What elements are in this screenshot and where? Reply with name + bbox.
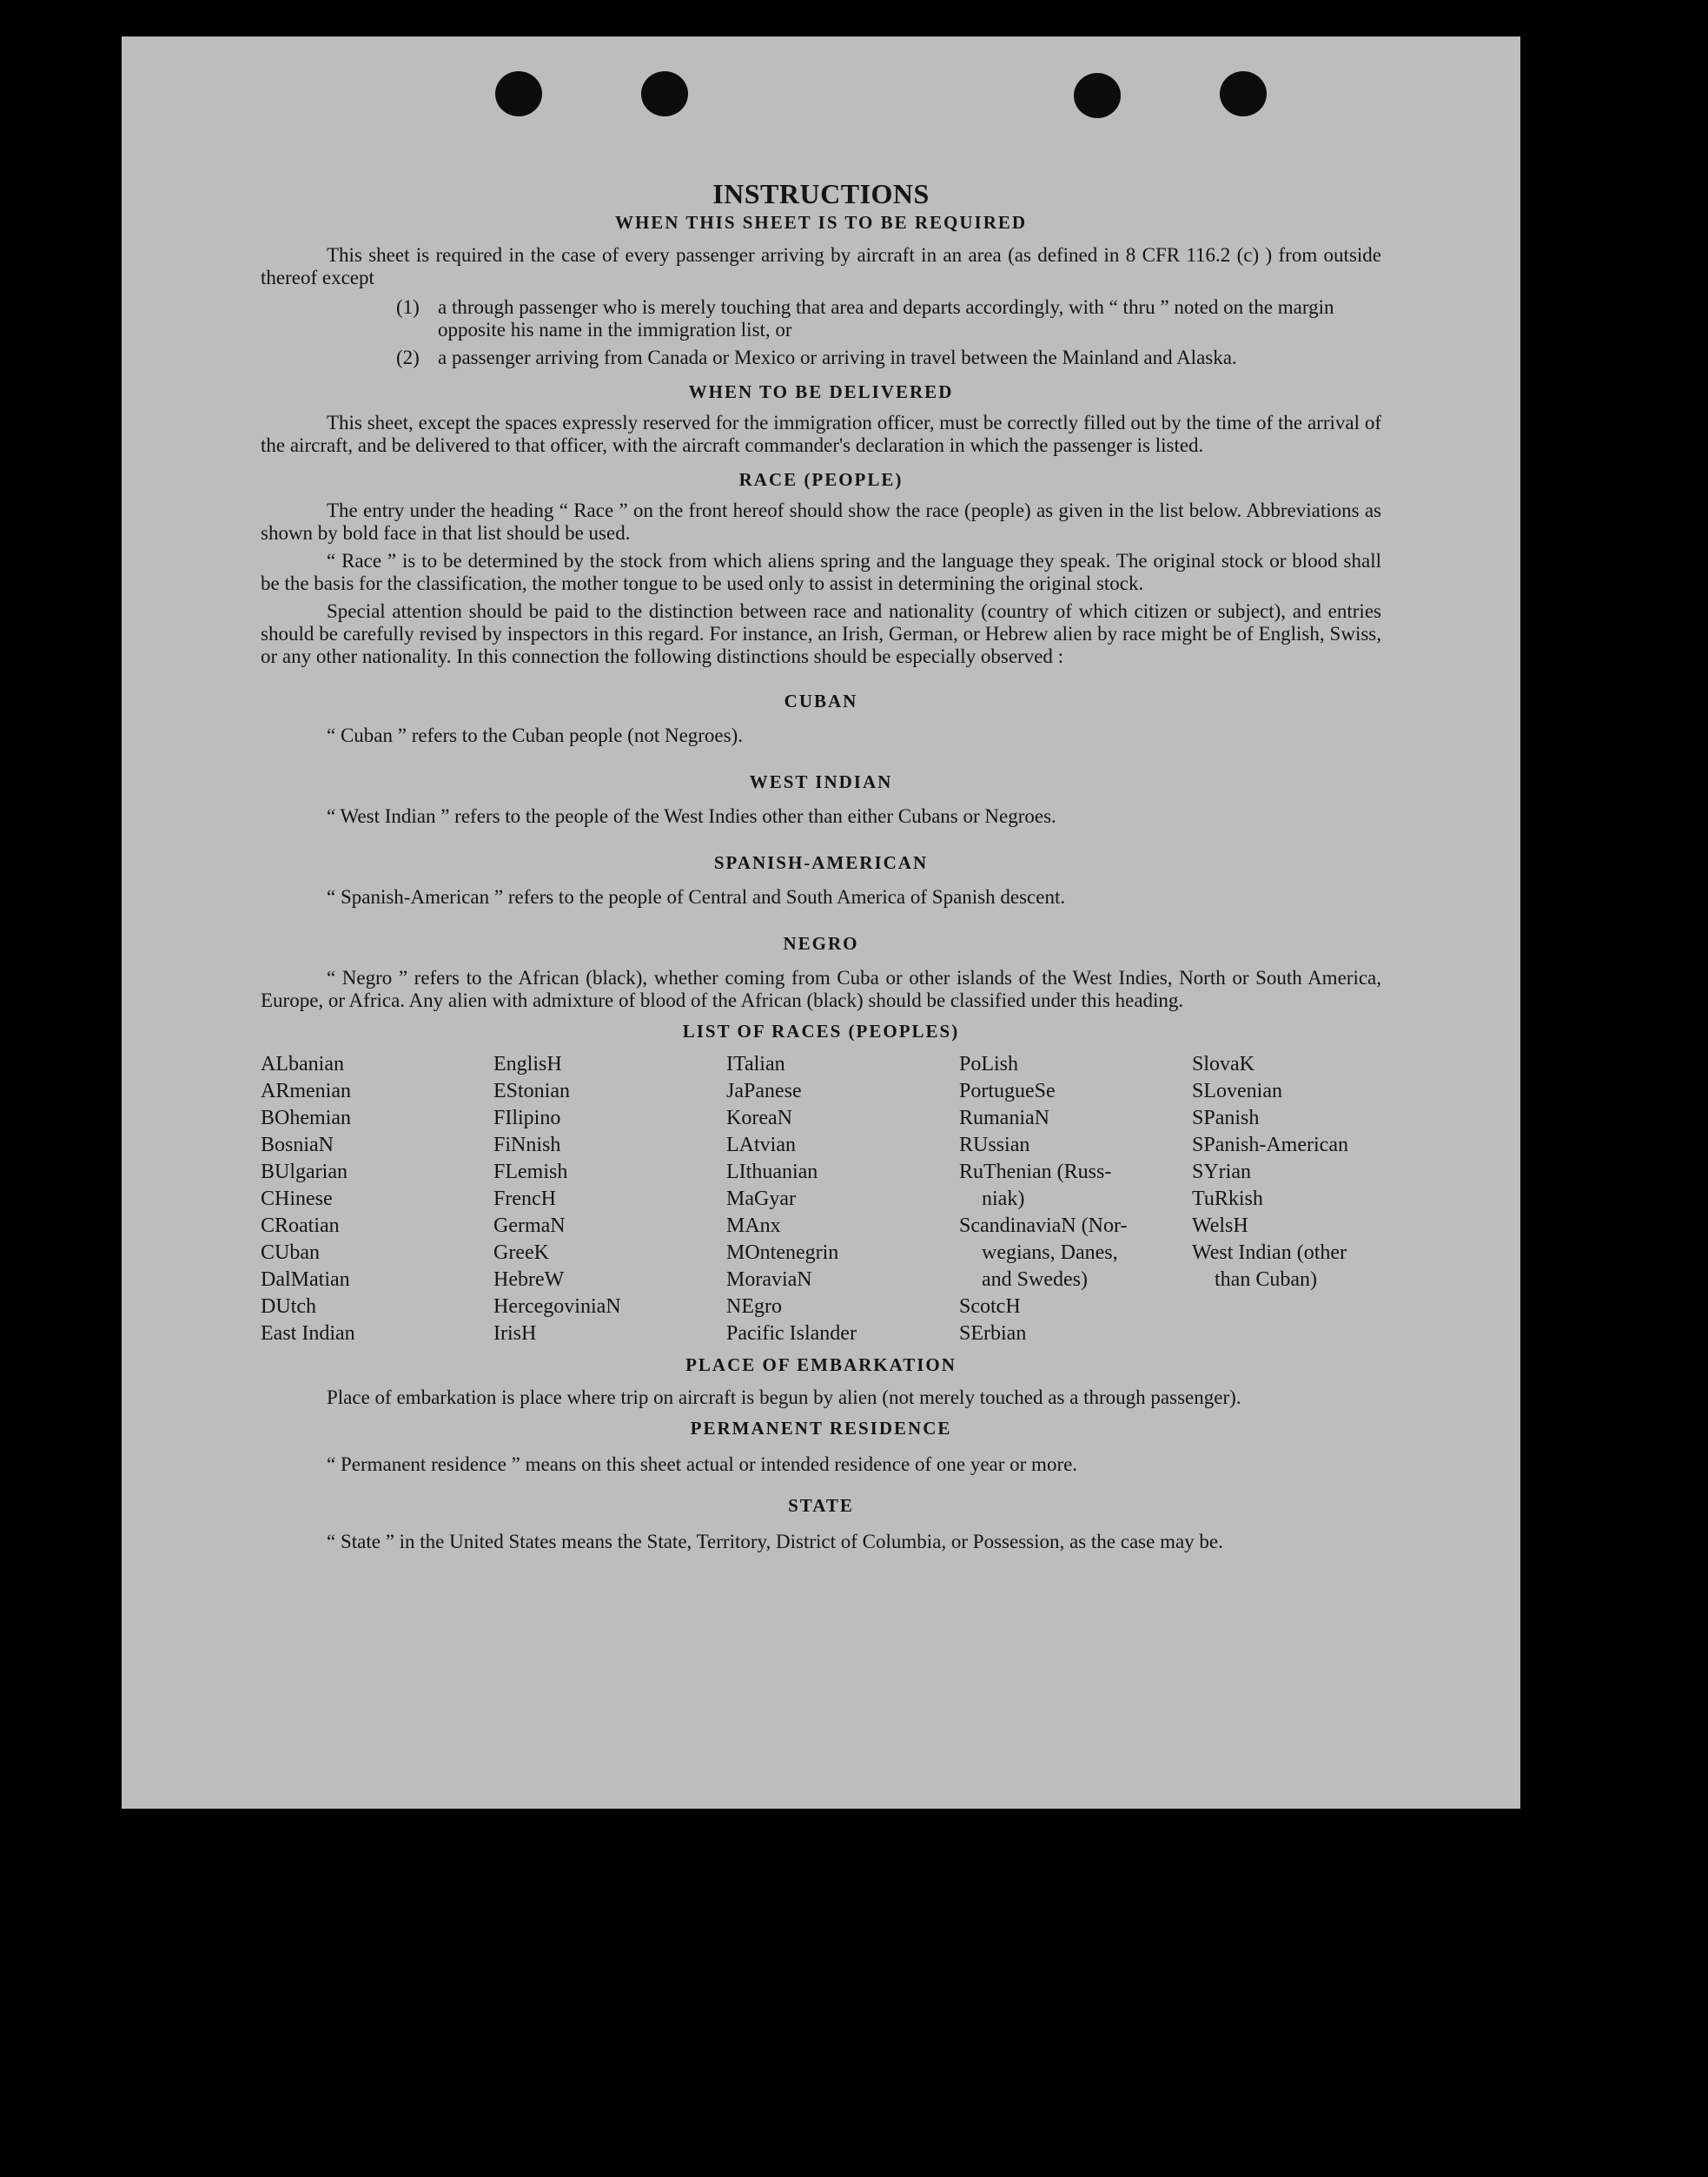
instructions-body: [261, 141, 1381, 1553]
races-column: [959, 1051, 1192, 1347]
spanish-american-text: “ Spanish-American ” refers to the people of Central and South America of Spanish descent.: [327, 886, 1066, 908]
punch-hole: [1220, 71, 1267, 116]
race-entry: SlovaK: [1192, 1053, 1255, 1075]
race-entry: IrisH: [493, 1322, 537, 1345]
race-entry: FLemish: [493, 1161, 568, 1183]
document-page: [122, 36, 1520, 1809]
section-heading-cuban: CUBAN: [784, 691, 858, 711]
race-entry: WelsH: [1192, 1214, 1248, 1237]
race-entry: DalMatian: [261, 1268, 350, 1291]
race-entry: EStonian: [493, 1080, 570, 1102]
race-entry: BUlgarian: [261, 1161, 348, 1183]
race-entry-continuation: niak): [982, 1188, 1025, 1210]
race-entry: CUban: [261, 1241, 320, 1264]
race-entry: West Indian (other: [1192, 1241, 1347, 1264]
races-column: [261, 1051, 493, 1347]
race-entry: LIthuanian: [726, 1161, 818, 1183]
race-entry: ScotcH: [959, 1295, 1021, 1318]
race-paragraph-1: The entry under the heading “ Race ” on the front hereof should show the race (people) as given in the list below. Abbreviations as shown by bold face in that list should be used.: [261, 500, 1381, 544]
races-column: [726, 1051, 959, 1347]
race-entry: HercegoviniaN: [493, 1295, 621, 1318]
race-entry: EnglisH: [493, 1053, 562, 1075]
section-heading-embarkation: PLACE OF EMBARKATION: [685, 1354, 957, 1375]
west-indian-text: “ West Indian ” refers to the people of the West Indies other than either Cubans or Negroes.: [327, 805, 1056, 827]
race-entry: DUtch: [261, 1295, 316, 1318]
exception-list: [396, 296, 1381, 369]
race-entry: JaPanese: [726, 1080, 802, 1102]
race-entry: PoLish: [959, 1053, 1019, 1075]
residence-text: “ Permanent residence ” means on this sheet actual or intended residence of one year or more.: [327, 1453, 1078, 1475]
race-entry: HebreW: [493, 1268, 565, 1291]
race-entry: GreeK: [493, 1241, 549, 1264]
race-entry: Pacific Islander: [726, 1322, 857, 1345]
when-required-intro: This sheet is required in the case of every passenger arriving by aircraft in an area (as defined in 8 CFR 116.2 (c) ) from outside thereof except: [261, 244, 1381, 288]
race-entry: FiNnish: [493, 1134, 561, 1156]
races-column: [493, 1051, 726, 1347]
race-entry: SErbian: [959, 1322, 1027, 1345]
race-paragraph-3: Special attention should be paid to the distinction between race and nationality (country of which citizen or subject), and entries should be carefully revised by inspectors in this regard. For instance, an Irish, German, or Hebrew alien by race might be of English, Swiss, or any other nationality. In this connection the following distinctions should be especially observed :: [261, 600, 1381, 667]
race-entry: CHinese: [261, 1188, 333, 1210]
exception-item: (1) a through passenger who is merely touching that area and departs accordingly, with “ thru ” noted on the margin opposite his name in the immigration list, or: [396, 296, 1334, 341]
section-heading-state: STATE: [788, 1495, 854, 1516]
section-heading-residence: PERMANENT RESIDENCE: [690, 1418, 952, 1439]
section-heading-list-of-races: LIST OF RACES (PEOPLES): [682, 1021, 960, 1042]
race-entry: MaGyar: [726, 1188, 796, 1210]
race-entry: RUssian: [959, 1134, 1030, 1156]
races-column: [1192, 1051, 1400, 1347]
race-entry: East Indian: [261, 1322, 355, 1345]
race-entry: RuThenian (Russ-: [959, 1161, 1112, 1183]
race-paragraph-2: “ Race ” is to be determined by the stock from which aliens spring and the language they speak. The original stock or blood shall be the basis for the classification, the mother tongue to be used only to assist in determining the original stock.: [261, 550, 1381, 594]
race-entry: KoreaN: [726, 1107, 792, 1129]
when-delivered-text: This sheet, except the spaces expressly reserved for the immigration officer, must be correctly filled out by the time of the arrival of the aircraft, and be delivered to that officer, with the aircraft commander's declaration in which the passenger is listed.: [261, 412, 1381, 456]
race-entry: NEgro: [726, 1295, 782, 1318]
race-entry: SPanish: [1192, 1107, 1260, 1129]
punch-hole: [1074, 73, 1121, 118]
embarkation-text: Place of embarkation is place where trip on aircraft is begun by alien (not merely touched as a through passenger).: [327, 1386, 1241, 1408]
race-entry: FIlipino: [493, 1107, 561, 1129]
state-text: “ State ” in the United States means the State, Territory, District of Columbia, or Possession, as the case may be.: [327, 1531, 1223, 1552]
race-entry: SPanish-American: [1192, 1134, 1348, 1156]
race-entry: ARmenian: [261, 1080, 351, 1102]
section-heading-race: RACE (PEOPLE): [738, 469, 904, 490]
race-entry: LAtvian: [726, 1134, 796, 1156]
punch-hole: [495, 71, 542, 116]
race-entry: CRoatian: [261, 1214, 340, 1237]
race-entry: FrencH: [493, 1188, 556, 1210]
race-entry-continuation: wegians, Danes,: [982, 1241, 1118, 1264]
race-entry-continuation: and Swedes): [982, 1268, 1088, 1291]
race-entry: ScandinaviaN (Nor-: [959, 1214, 1128, 1237]
race-entry: TuRkish: [1192, 1188, 1263, 1210]
race-entry-continuation: than Cuban): [1215, 1268, 1317, 1291]
cuban-text: “ Cuban ” refers to the Cuban people (not Negroes).: [327, 725, 744, 746]
race-entry: GermaN: [493, 1214, 566, 1237]
section-heading-when-delivered: WHEN TO BE DELIVERED: [688, 381, 954, 402]
race-entry: MoraviaN: [726, 1268, 812, 1291]
section-heading-spanish-american: SPANISH-AMERICAN: [713, 852, 929, 873]
race-entry: RumaniaN: [959, 1107, 1049, 1129]
page-title: INSTRUCTIONS: [712, 178, 930, 209]
race-entry: MAnx: [726, 1214, 781, 1237]
race-entry: SYrian: [1192, 1161, 1251, 1183]
race-entry: PortugueSe: [959, 1080, 1056, 1102]
race-entry: BosniaN: [261, 1134, 334, 1156]
race-entry: SLovenian: [1192, 1080, 1282, 1102]
race-entry: ALbanian: [261, 1053, 344, 1075]
section-heading-west-indian: WEST INDIAN: [749, 771, 893, 792]
section-heading-negro: NEGRO: [783, 933, 859, 954]
race-entry: BOhemian: [261, 1107, 351, 1129]
section-heading-when-required: WHEN THIS SHEET IS TO BE REQUIRED: [614, 212, 1028, 233]
race-entry: MOntenegrin: [726, 1241, 839, 1264]
races-table: [261, 1051, 1381, 1347]
punch-hole: [641, 71, 688, 116]
negro-text: “ Negro ” refers to the African (black), whether coming from Cuba or other islands of the West Indies, North or South America, Europe, or Africa. Any alien with admixture of blood of the African (black) should be classified under this heading.: [261, 967, 1381, 1011]
race-entry: ITalian: [726, 1053, 785, 1075]
exception-item: (2) a passenger arriving from Canada or Mexico or arriving in travel between the Mainland and Alaska.: [396, 347, 1237, 368]
